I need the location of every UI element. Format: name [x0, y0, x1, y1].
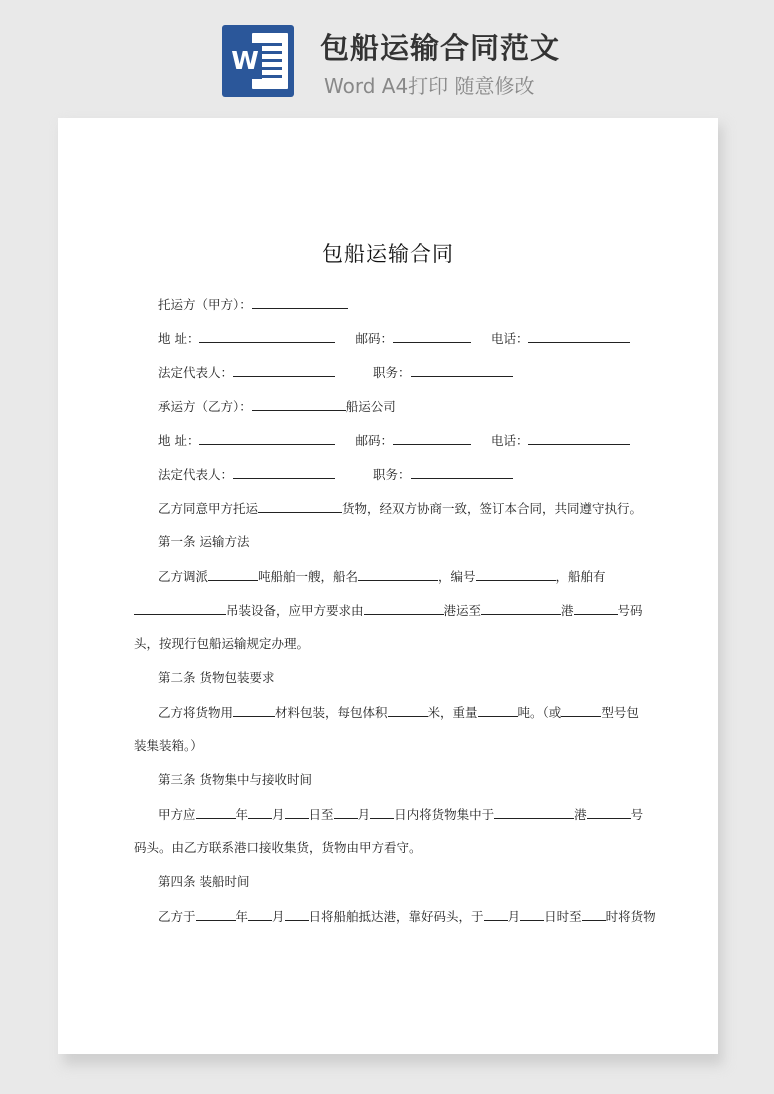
party-b-label: 承运方（乙方）： [158, 399, 252, 414]
text: 月 [272, 909, 285, 924]
blank[interactable] [582, 907, 606, 921]
postcode-label: 邮码： [355, 331, 393, 346]
text: 乙方于 [158, 909, 196, 924]
page-title: 包船运输合同范文 [320, 31, 561, 65]
party-a-row [158, 295, 348, 314]
blank[interactable] [574, 601, 618, 615]
position-blank[interactable] [411, 465, 513, 479]
blank[interactable] [358, 567, 438, 581]
blank[interactable] [476, 567, 556, 581]
blank[interactable] [285, 907, 309, 921]
text: 年 [235, 807, 249, 822]
blank[interactable] [208, 567, 258, 581]
text: 月 [507, 909, 521, 924]
text: 吊装设备，应甲方要求由 [226, 603, 364, 618]
text: 号码 [617, 603, 643, 618]
cargo-blank[interactable] [258, 499, 342, 513]
party-a-address-row [158, 329, 630, 348]
intro-text-a: 乙方同意甲方托运 [158, 501, 259, 516]
blank[interactable] [248, 907, 272, 921]
blank[interactable] [196, 907, 236, 921]
article-2-line-1 [158, 703, 639, 722]
blank[interactable] [196, 805, 236, 819]
blank[interactable] [484, 907, 508, 921]
text: 型号包 [601, 705, 639, 720]
article-3-line-2: 码头。由乙方联系港口接收集货，货物由甲方看守。 [134, 840, 422, 855]
text: 年 [235, 909, 249, 924]
party-a-blank[interactable] [252, 295, 348, 309]
postcode-blank[interactable] [393, 431, 471, 445]
blank[interactable] [370, 805, 394, 819]
intro-paragraph [158, 499, 642, 518]
document-page [58, 118, 718, 1054]
rep-blank[interactable] [233, 363, 335, 377]
blank[interactable] [478, 703, 518, 717]
text: 日将船舶抵达港，靠好码头，于 [308, 909, 484, 924]
text: 日时至 [544, 909, 582, 924]
article-1-line-3: 头，按现行包船运输规定办理。 [134, 636, 310, 651]
blank[interactable] [364, 601, 444, 615]
blank[interactable] [388, 703, 428, 717]
phone-label: 电话： [490, 331, 529, 346]
text: 时将货物 [605, 909, 656, 924]
phone-blank[interactable] [528, 329, 630, 343]
blank[interactable] [587, 805, 631, 819]
blank[interactable] [233, 703, 275, 717]
postcode-label: 邮码： [355, 433, 393, 448]
text: 材料包装，每包体积 [275, 705, 388, 720]
text: 港 [561, 603, 574, 618]
position-label: 职务： [373, 467, 411, 482]
address-blank[interactable] [199, 329, 335, 343]
text: 吨船舶一艘，船名 [258, 569, 359, 584]
address-blank[interactable] [199, 431, 335, 445]
article-3-heading: 第三条 货物集中与接收时间 [158, 772, 312, 787]
text: 港 [574, 807, 587, 822]
party-a-rep-row [158, 363, 513, 382]
text: 乙方将货物用 [158, 705, 234, 720]
word-icon [222, 25, 294, 97]
party-b-address-row [158, 431, 630, 450]
text: 吨。（或 [517, 705, 562, 720]
blank[interactable] [520, 907, 544, 921]
word-icon-letter: W [228, 43, 262, 79]
text: 月 [357, 807, 371, 822]
party-a-label: 托运方（甲方）： [158, 297, 252, 312]
text: ，编号 [438, 569, 476, 584]
party-b-row [158, 397, 396, 416]
page-subtitle: Word A4打印 随意修改 [324, 74, 535, 98]
text: 乙方调派 [158, 569, 209, 584]
text: ，船舶有 [555, 569, 606, 584]
article-1-line-1 [158, 567, 606, 586]
position-label: 职务： [373, 365, 411, 380]
blank[interactable] [481, 601, 561, 615]
phone-blank[interactable] [528, 431, 630, 445]
article-2-heading: 第二条 货物包装要求 [158, 670, 275, 685]
blank[interactable] [494, 805, 574, 819]
text: 月 [272, 807, 285, 822]
text: 号 [630, 807, 644, 822]
blank[interactable] [334, 805, 358, 819]
article-4-heading: 第四条 装船时间 [158, 874, 250, 889]
text: 日至 [308, 807, 334, 822]
party-b-rep-row [158, 465, 513, 484]
address-label: 地 址： [158, 331, 200, 346]
position-blank[interactable] [411, 363, 513, 377]
party-b-suffix: 船运公司 [345, 399, 396, 414]
intro-text-b: 货物，经双方协商一致，签订本合同，共同遵守执行。 [342, 501, 643, 516]
article-1-line-2 [134, 601, 643, 620]
rep-label: 法定代表人： [158, 365, 234, 380]
address-label: 地 址： [158, 433, 200, 448]
blank[interactable] [134, 601, 226, 615]
article-4-line-1 [158, 907, 656, 926]
text: 港运至 [443, 603, 482, 618]
header [0, 0, 774, 110]
postcode-blank[interactable] [393, 329, 471, 343]
blank[interactable] [561, 703, 601, 717]
blank[interactable] [248, 805, 272, 819]
rep-blank[interactable] [233, 465, 335, 479]
text: 甲方应 [158, 807, 196, 822]
party-b-blank[interactable] [252, 397, 346, 411]
article-2-line-2: 装集装箱。） [134, 738, 203, 753]
document-title: 包船运输合同 [322, 242, 454, 266]
article-3-line-1 [158, 805, 643, 824]
phone-label: 电话： [490, 433, 529, 448]
blank[interactable] [285, 805, 309, 819]
text: 米，重量 [427, 705, 478, 720]
article-1-heading: 第一条 运输方法 [158, 534, 250, 549]
text: 日内将货物集中于 [394, 807, 495, 822]
rep-label: 法定代表人： [158, 467, 234, 482]
